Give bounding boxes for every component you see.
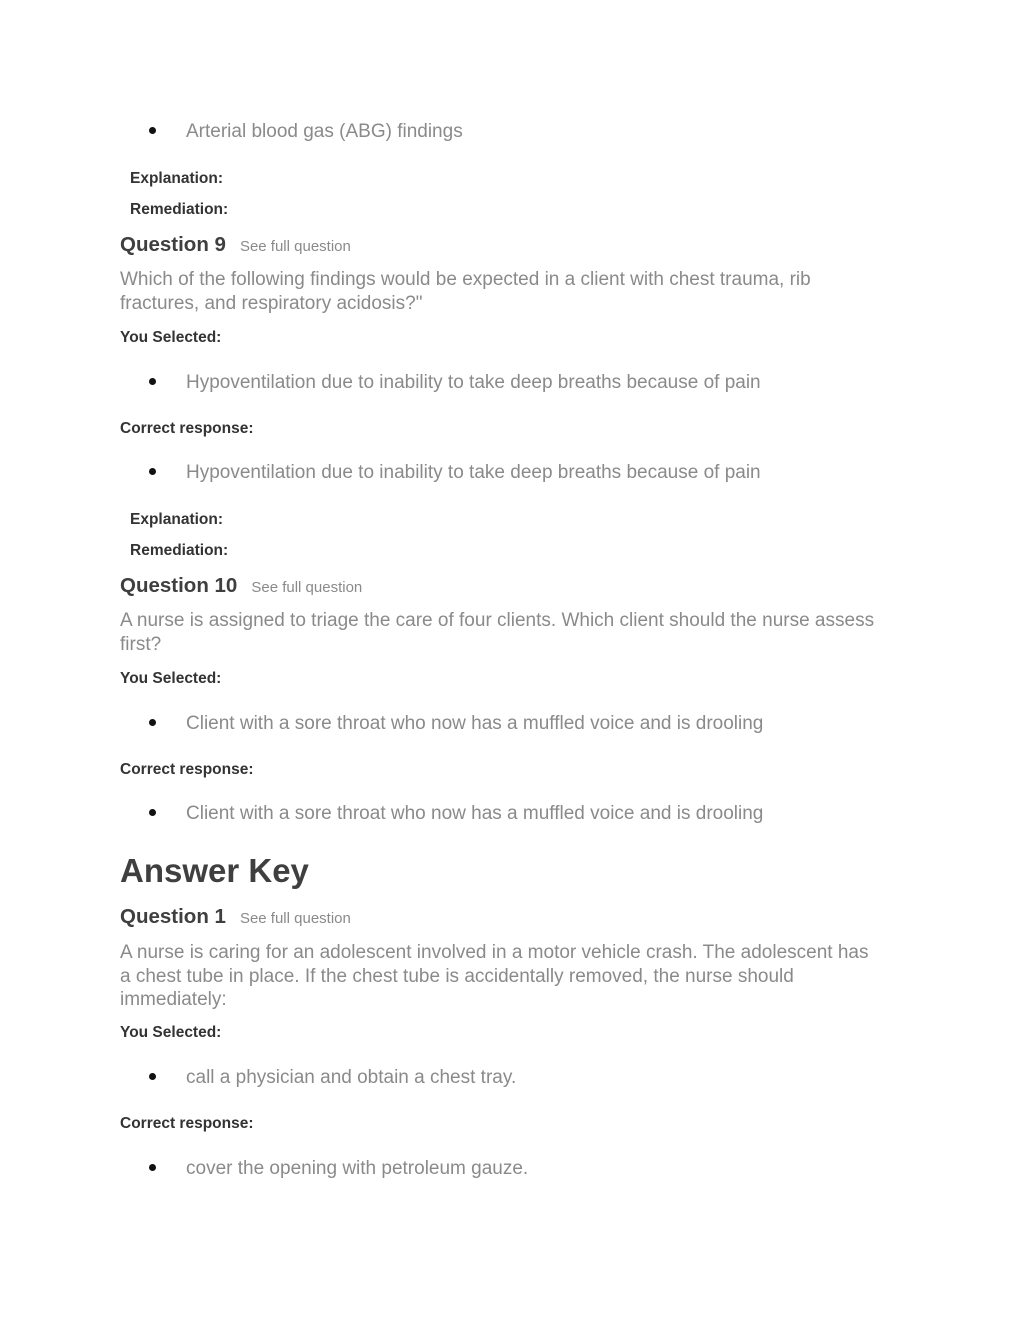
bullet-icon	[149, 378, 156, 385]
see-full-question-link[interactable]: See full question	[251, 579, 363, 596]
you-selected-label: You Selected:	[120, 670, 222, 687]
selected-answer: Client with a sore throat who now has a muffled voice and is drooling	[186, 713, 764, 734]
explanation-label: Explanation:	[130, 511, 224, 528]
answer-key-title: Answer Key	[120, 852, 309, 889]
question-9-text: Which of the following findings would be expected in a client with chest trauma, rib fractures, and respiratory acidosis?"	[120, 269, 811, 314]
question-9-heading	[120, 233, 351, 257]
explanation-label: Explanation:	[130, 170, 224, 187]
selected-answer: call a physician and obtain a chest tray.	[186, 1067, 517, 1088]
see-full-question-link[interactable]: See full question	[239, 238, 351, 255]
see-full-question-link[interactable]: See full question	[239, 910, 351, 927]
bullet-icon	[149, 1164, 156, 1171]
remediation-label: Remediation:	[130, 201, 229, 218]
remediation-label: Remediation:	[130, 542, 229, 559]
selected-answer: Hypoventilation due to inability to take deep breaths because of pain	[186, 372, 761, 393]
correct-answer: Client with a sore throat who now has a muffled voice and is drooling	[186, 803, 764, 824]
you-selected-label: You Selected:	[120, 329, 222, 346]
bullet-icon	[149, 468, 156, 475]
question-10-title: Question 10	[120, 574, 238, 597]
answer-option: Arterial blood gas (ABG) findings	[186, 121, 463, 142]
correct-answer: Hypoventilation due to inability to take deep breaths because of pain	[186, 462, 761, 483]
bullet-icon	[149, 809, 156, 816]
you-selected-label: You Selected:	[120, 1024, 222, 1041]
bullet-icon	[149, 719, 156, 726]
question-1-text: A nurse is caring for an adolescent involved in a motor vehicle crash. The adolescent has a chest tube in place. If the chest tube is accidentally removed, the nurse should immediately:	[120, 942, 869, 1010]
correct-response-label: Correct response:	[120, 420, 254, 437]
question-9-title: Question 9	[120, 233, 226, 256]
question-10-heading	[120, 574, 362, 598]
correct-response-label: Correct response:	[120, 761, 254, 778]
question-10-text: A nurse is assigned to triage the care of four clients. Which client should the nurse assess first?	[120, 610, 875, 655]
question-1-heading	[120, 905, 351, 929]
question-1-title: Question 1	[120, 905, 226, 928]
correct-response-label: Correct response:	[120, 1115, 254, 1132]
bullet-icon	[149, 1073, 156, 1080]
bullet-icon	[149, 127, 156, 134]
correct-answer: cover the opening with petroleum gauze.	[186, 1158, 529, 1179]
